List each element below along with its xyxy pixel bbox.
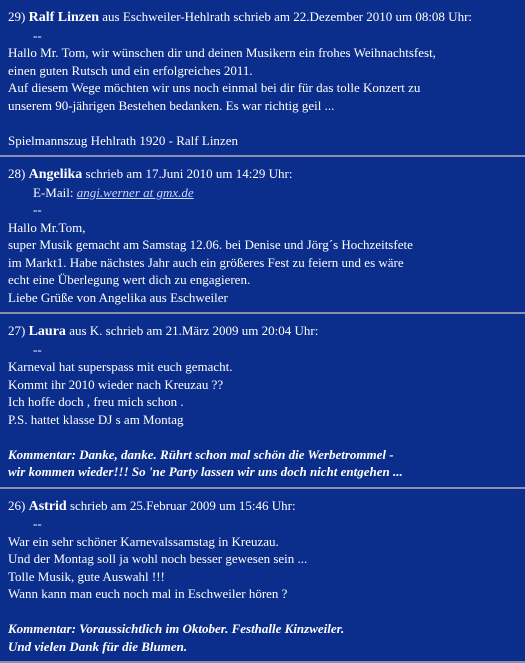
entry-separator-dash: --: [33, 341, 42, 357]
entry-number: 27): [8, 323, 26, 338]
entry-message: [8, 44, 517, 149]
message-line: echt eine Überlegung wert dich zu engagieren.: [8, 272, 251, 287]
entry-header: [8, 165, 517, 184]
guestbook-entry: [0, 0, 525, 149]
blank-line: [8, 603, 517, 621]
entry-origin: aus K.: [69, 323, 103, 338]
entry-email-row: [8, 184, 517, 202]
entry-origin: aus Eschweiler-Hehlrath: [102, 9, 231, 24]
message-line: im Markt1. Habe nächstes Jahr auch ein größeres Fest zu feiern und es wäre: [8, 254, 404, 270]
entry-author: Laura: [28, 324, 66, 339]
message-line: Auf diesem Wege möchten wir uns noch einmal bei dir für das tolle Konzert zu: [8, 80, 421, 95]
message-line: Und der Montag soll ja wohl noch besser gewesen sein ...: [8, 551, 308, 566]
owner-comment: Und vielen Dank für die Blumen.: [8, 638, 188, 654]
message-signature: Spielmannszug Hehlrath 1920 - Ralf Linzen: [8, 132, 238, 148]
email-link[interactable]: angi.werner at gmx.de: [76, 184, 194, 200]
message-line: Tolle Musik, gute Auswahl !!!: [8, 568, 165, 584]
entry-message: [8, 219, 517, 307]
entry-number: 28): [8, 166, 26, 181]
entry-number: 29): [8, 9, 26, 24]
owner-comment: wir kommen wieder!!! So 'ne Party lassen wir uns doch nicht entgehen ...: [8, 464, 403, 479]
message-line: War ein sehr schöner Karnevalssamstag in Kreuzau.: [8, 533, 279, 549]
message-line: Karneval hat superspass mit euch gemacht.: [8, 359, 233, 374]
guestbook-entry: [0, 314, 525, 481]
entry-author: Angelika: [28, 167, 83, 182]
message-line: Hallo Mr. Tom, wir wünschen dir und deinen Musikern ein frohes Weihnachtsfest,: [8, 45, 436, 60]
entry-number: 26): [8, 497, 26, 513]
message-line: einen guten Rutsch und ein erfolgreiches 2011.: [8, 62, 253, 78]
email-label: E-Mail:: [33, 184, 74, 200]
owner-comment: Kommentar: Voraussichtlich im Oktober. Festhalle Kinzweiler.: [8, 621, 345, 636]
entry-author: Ralf Linzen: [28, 10, 99, 25]
blank-line: [8, 428, 517, 446]
guestbook-entry: [0, 157, 525, 306]
entry-header: [8, 322, 517, 341]
entry-header: [8, 497, 517, 516]
blank-line: [8, 114, 517, 132]
message-line: unserem 90-jährigen Bestehen bedanken. Es war richtig geil ...: [8, 97, 335, 113]
entry-message: [8, 358, 517, 481]
message-line: Ich hoffe doch , freu mich schon .: [8, 394, 184, 409]
entry-separator-dash: --: [33, 202, 42, 217]
owner-comment: Kommentar: Danke, danke. Rührt schon mal schön die Werbetrommel -: [8, 446, 394, 462]
entry-author: Astrid: [28, 498, 67, 514]
entry-separator-dash: --: [33, 516, 42, 531]
message-line: Liebe Grüße von Angelika aus Eschweiler: [8, 289, 228, 305]
entry-date: schrieb am 17.Juni 2010 um 14:29 Uhr:: [85, 166, 293, 181]
message-line: P.S. hattet klasse DJ s am Montag: [8, 411, 184, 427]
entry-header: [8, 8, 517, 27]
entry-message: [8, 533, 517, 656]
entry-separator-dash: --: [33, 27, 42, 43]
message-line: Kommt ihr 2010 wieder nach Kreuzau ??: [8, 376, 224, 392]
message-line: Wann kann man euch noch mal in Eschweiler hören ?: [8, 586, 288, 601]
message-line: super Musik gemacht am Samstag 12.06. bei Denise und Jörg´s Hochzeitsfete: [8, 237, 413, 252]
guestbook-entry: [0, 489, 525, 656]
entry-date: schrieb am 22.Dezember 2010 um 08:08 Uhr:: [233, 9, 473, 24]
message-line: Hallo Mr.Tom,: [8, 219, 86, 235]
entry-date: schrieb am 21.März 2009 um 20:04 Uhr:: [105, 323, 319, 338]
entry-date: schrieb am 25.Februar 2009 um 15:46 Uhr:: [69, 497, 296, 513]
